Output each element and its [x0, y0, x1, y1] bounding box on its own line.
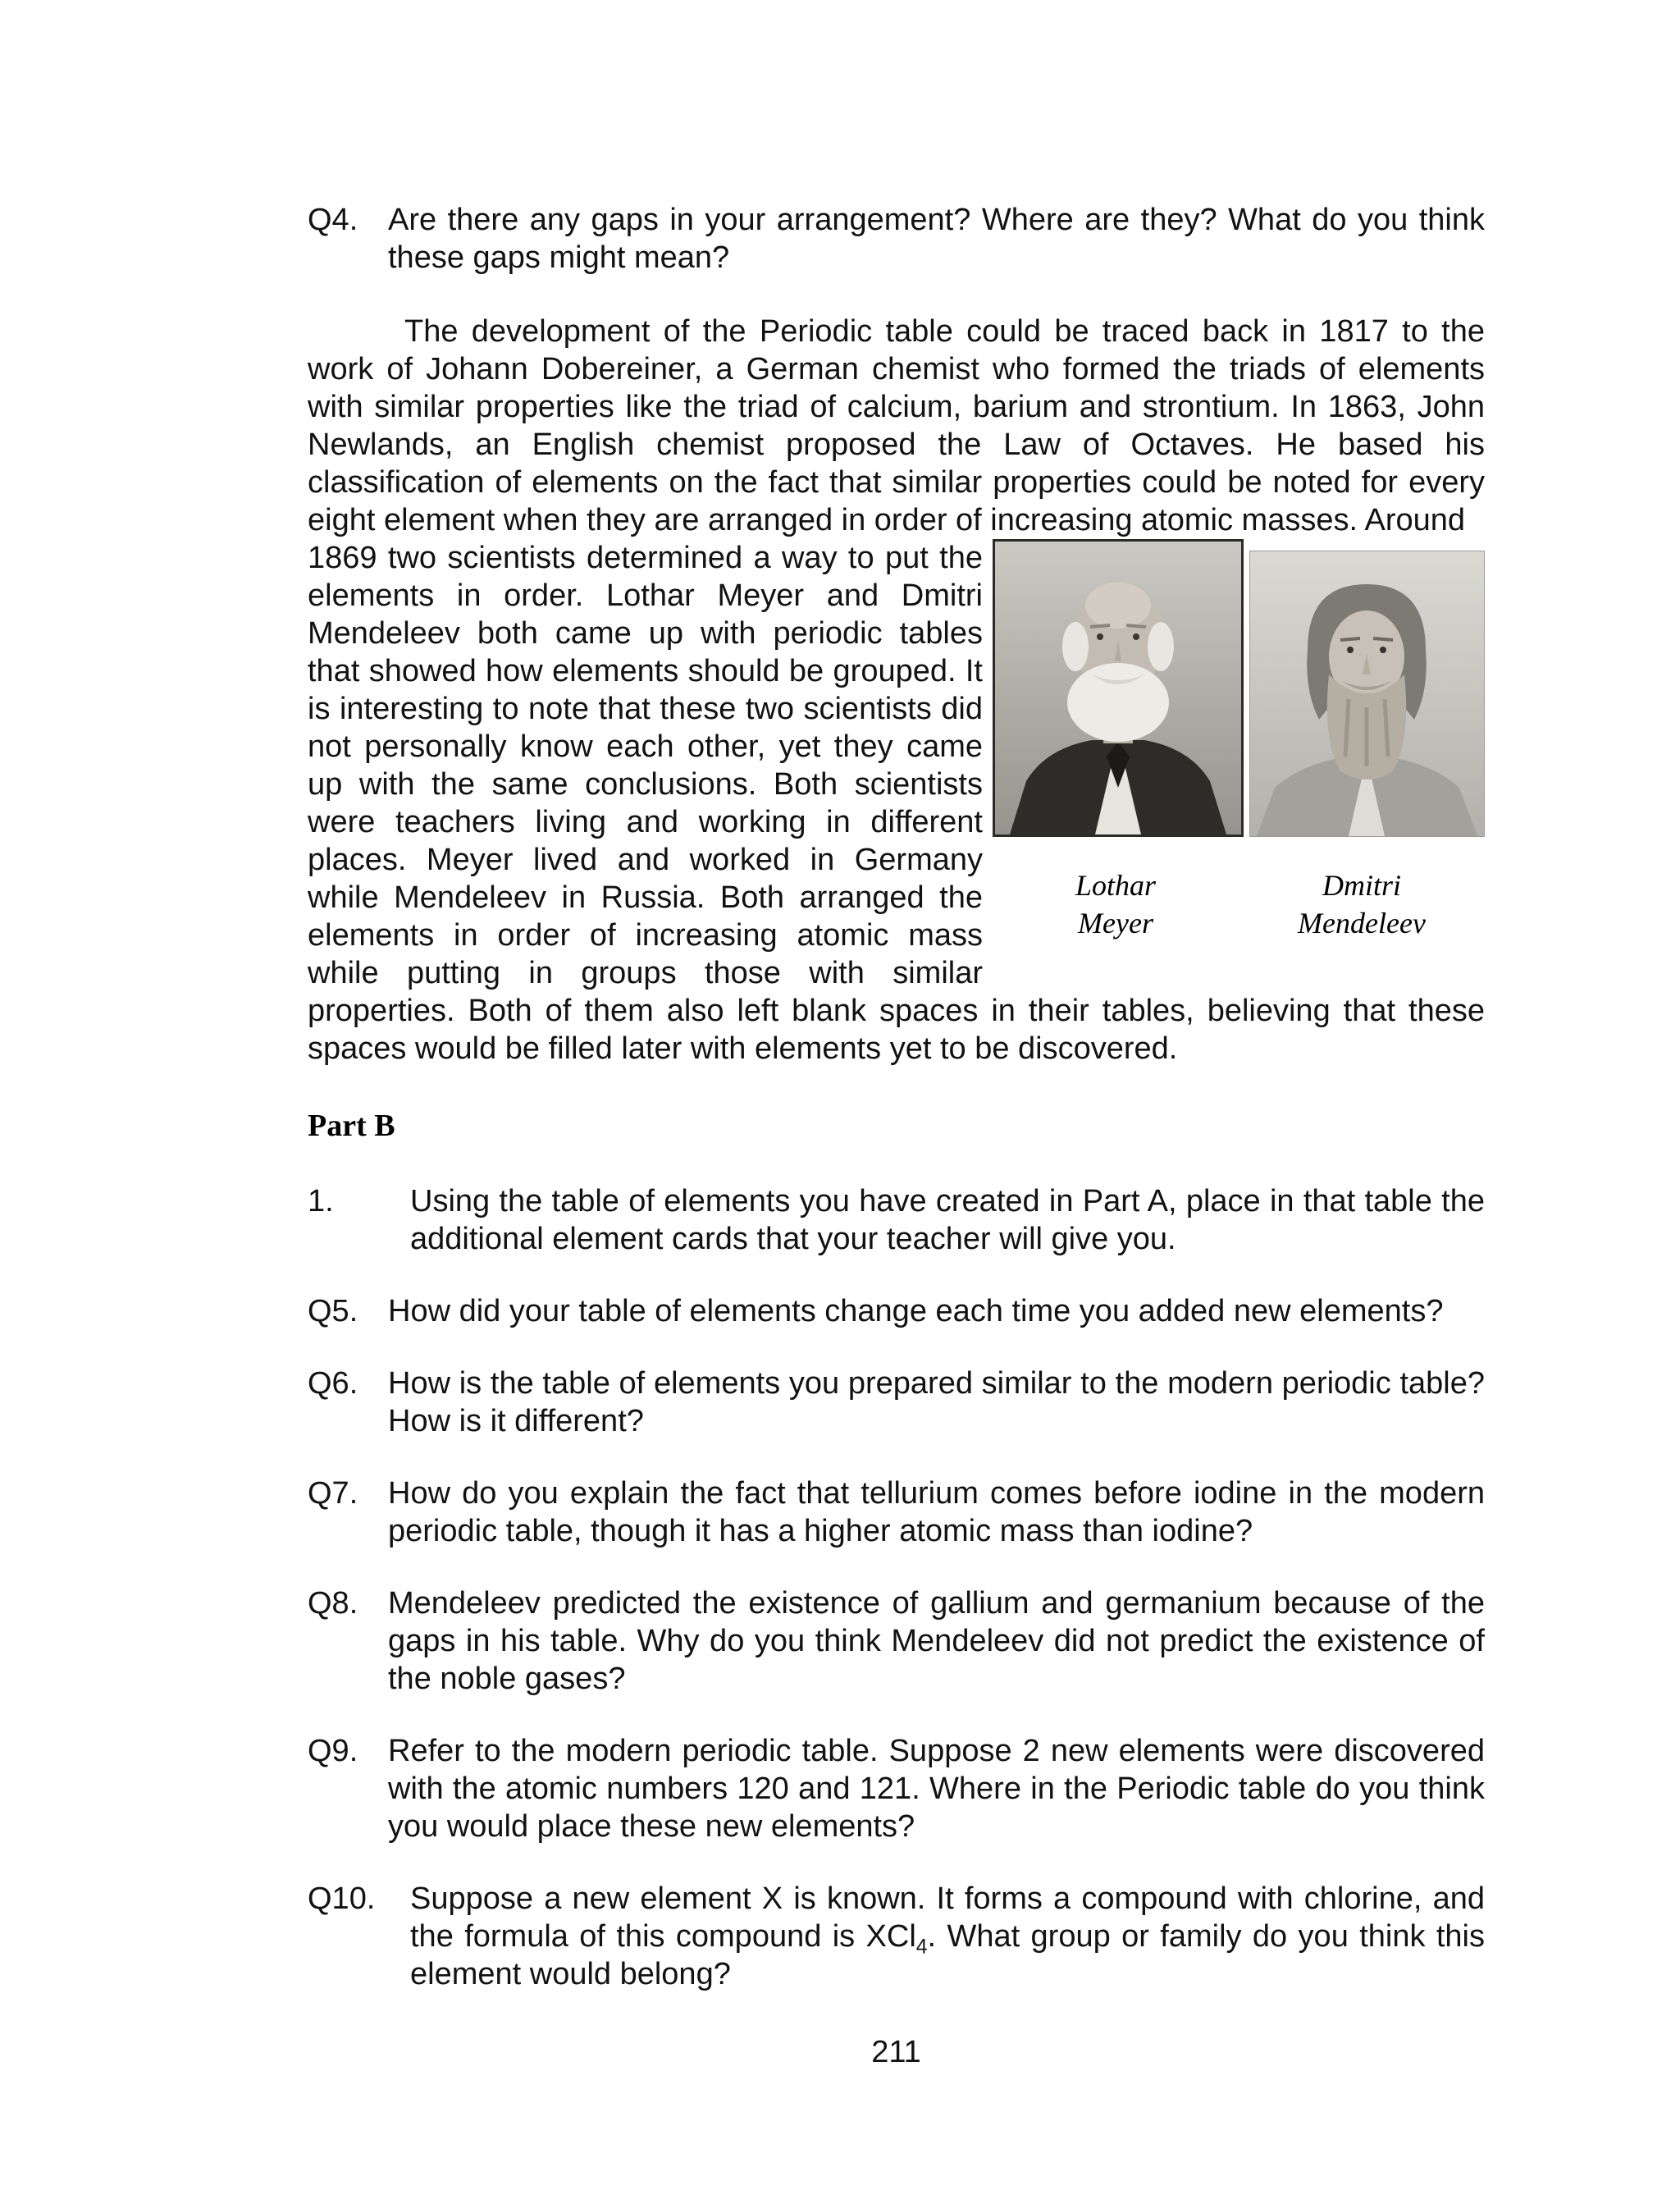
question-q9-text: Refer to the modern periodic table. Suppose 2 new elements were discovered with the atomic numbers 120 and 121. Where in the Periodic table do you think you would place these new elements? — [388, 1734, 1485, 1844]
question-q4-label: Q4. — [308, 203, 358, 237]
caption-lothar-meyer — [993, 866, 1239, 942]
intro-paragraph-part1: The development of the Periodic table could be traced back in 1817 to the work of Johann Dobereiner, a German chemist who formed the triads of elements with similar properties like the triad of calcium, barium and strontium. In 1863, John Newlands, an English chemist proposed the Law of Octaves. He based his classification of elements on the fact that similar properties could be noted for every eight element when they are arranged in order of increasing atomic masses. Around — [308, 314, 1485, 537]
question-q5-text: How did your table of elements change each time you added new elements? — [388, 1294, 1444, 1328]
question-q4 — [308, 201, 1485, 277]
question-q7-label: Q7. — [308, 1476, 358, 1511]
intro-paragraph-wrap — [308, 539, 1485, 1068]
caption-dmitri-line2: Mendeleev — [1298, 907, 1426, 940]
dmitri-mendeleev-photo — [1249, 551, 1485, 837]
question-q9-label: Q9. — [308, 1734, 358, 1768]
question-q10-label: Q10. — [308, 1881, 376, 1916]
question-q9 — [308, 1732, 1485, 1845]
question-q5-label: Q5. — [308, 1294, 358, 1328]
lothar-meyer-portrait-illustration — [995, 542, 1241, 834]
intro-paragraph-part2: 1869 two scientists determined a way to put the elements in order. Lothar Meyer and Dmitri Mendeleev both came up with periodic tables that showed how elements should be grouped. It is interesting to note that these two scientists did not personally know each other, yet they came up with the same conclusions. Both scientists were teachers living and working in different places. Meyer lived and worked in Germany while Mendeleev in Russia. Both arranged the elements in order of increasing atomic mass while putting in groups those with similar properties. Both of them also left blank spaces in their tables, believing that these spaces would be filled later with elements yet to be discovered. — [308, 541, 1485, 1066]
question-q10-formula-subscript: 4 — [915, 1936, 928, 1959]
question-q6 — [308, 1365, 1485, 1440]
question-q4-text: Are there any gaps in your arrangement? Where are they? What do you think these gaps might mean? — [388, 203, 1485, 275]
question-q10-text — [410, 1880, 1485, 1993]
partb-item-1-text: Using the table of elements you have created in Part A, place in that table the additional element cards that your teacher will give you. — [410, 1184, 1485, 1256]
question-q10-text-b: . What group or family do you think this element would belong? — [410, 1919, 1485, 1991]
question-q7 — [308, 1474, 1485, 1550]
caption-dmitri-line1: Dmitri — [1322, 869, 1401, 902]
question-q8-text: Mendeleev predicted the existence of gallium and germanium because of the gaps in his table. Why do you think Mendeleev did not predict the existence of the noble gases? — [388, 1586, 1485, 1696]
question-q6-text: How is the table of elements you prepared similar to the modern periodic table? How is it different? — [388, 1366, 1485, 1438]
question-q5 — [308, 1292, 1485, 1330]
question-q7-text: How do you explain the fact that tellurium comes before iodine in the modern periodic table, though it has a higher atomic mass than iodine? — [388, 1476, 1485, 1548]
question-q10 — [308, 1880, 1485, 1993]
page-number: 211 — [871, 2035, 921, 2069]
question-q8 — [308, 1584, 1485, 1698]
partb-item-1 — [308, 1182, 1485, 1258]
lothar-meyer-photo — [993, 539, 1244, 837]
question-q10-text-a: Suppose a new element X is known. It forms a compound with chlorine, and the formula of this compound is XCl — [410, 1881, 1485, 1954]
question-q8-label: Q8. — [308, 1586, 358, 1621]
caption-lothar-line2: Meyer — [1078, 907, 1153, 940]
question-q6-label: Q6. — [308, 1366, 358, 1401]
caption-dmitri-mendeleev — [1239, 866, 1485, 942]
part-b-heading: Part B — [308, 1109, 395, 1143]
partb-item-1-label: 1. — [308, 1184, 334, 1218]
dmitri-mendeleev-portrait-illustration — [1250, 551, 1484, 836]
scientists-photos — [993, 539, 1485, 837]
caption-lothar-line1: Lothar — [1075, 869, 1157, 902]
figure-captions — [993, 866, 1485, 942]
scientists-figure — [993, 539, 1485, 992]
